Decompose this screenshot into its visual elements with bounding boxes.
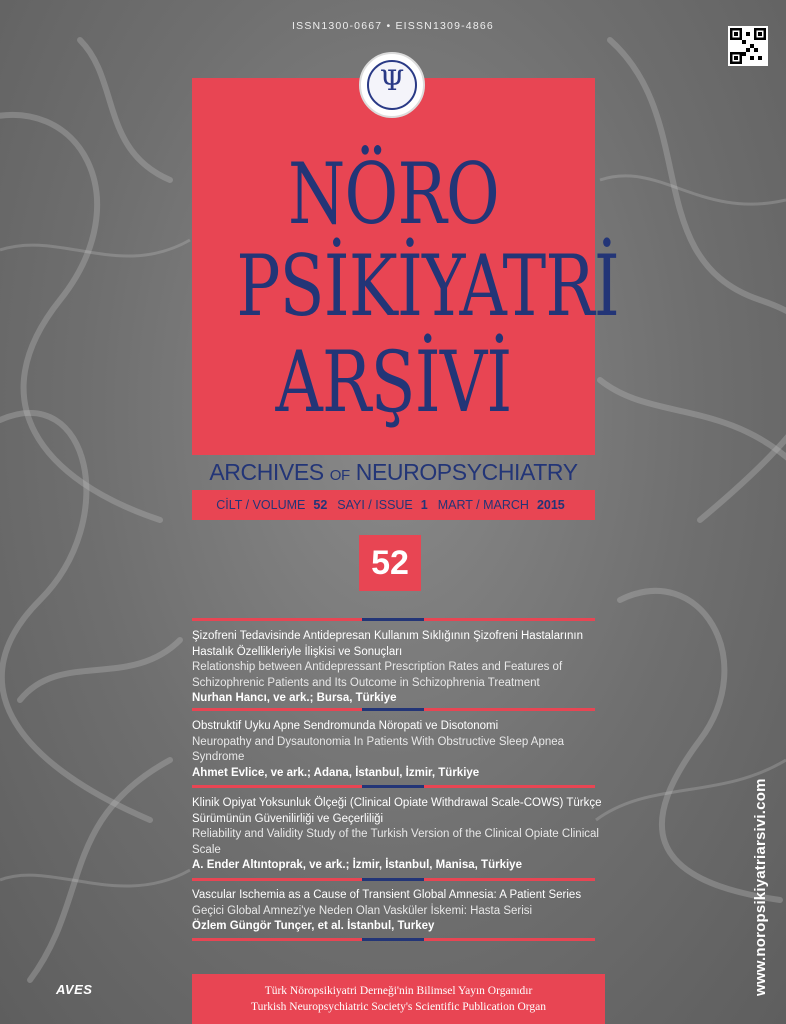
issue-value: 1 [420,498,428,512]
article-title-tr: Şizofreni Tedavisinde Antidepresan Kullanım Sıklığının Şizofreni Hastalarının Hastalık Özellikleriyle İlişkisi ve Sonuçları [192,630,584,658]
volume-label: CİLT / VOLUME [216,498,306,512]
footer-line-en: Turkish Neuropsychiatric Society's Scientific Publication Organ [251,1001,546,1013]
footer-line-tr: Türk Nöropsikiyatri Derneği'nin Bilimsel Yayın Organıdır [264,985,533,997]
article-3 [192,796,602,874]
title-line-1: NÖRO [288,145,499,243]
society-logo [359,52,425,118]
article-authors: Ahmet Evlice, ve ark.; Adana, İstanbul, İzmir, Türkiye [192,766,480,779]
footer-banner [192,974,605,1024]
issue-label: SAYI / ISSUE [337,498,413,512]
year-value: 2015 [536,498,565,512]
article-divider [192,938,595,941]
english-journal-title [192,459,595,486]
qr-code [728,26,768,66]
article-divider [192,618,595,621]
article-divider [192,708,595,711]
article-title-en: Reliability and Validity Study of the Turkish Version of the Clinical Opiate Clinical Scale [192,828,599,856]
title-line-2: PSİKİYATRİ [236,237,620,335]
subtitle-archives: ARCHIVES [209,459,324,485]
publisher-logo: AVES [56,982,93,997]
issn-line: ISSN1300-0667 • EISSN1309-4866 [292,20,494,32]
article-divider [192,785,595,788]
article-authors: A. Ender Altıntoprak, ve ark.; İzmir, İstanbul, Manisa, Türkiye [192,859,522,871]
article-title-tr: Vascular Ischemia as a Cause of Transient Global Amnesia: A Patient Series [192,889,582,901]
date-label: MART / MARCH [437,498,529,512]
issue-number-badge: 52 [359,535,421,591]
article-title-tr: Obstruktif Uyku Apne Sendromunda Nöropati ve Disotonomi [192,720,499,732]
article-title-en: Neuropathy and Dysautonomia In Patients With Obstructive Sleep Apnea Syndrome [192,735,565,763]
article-authors: Nurhan Hancı, ve ark.; Bursa, Türkiye [192,692,397,704]
article-authors: Özlem Güngör Tunçer, et al. İstanbul, Turkey [192,920,435,932]
article-divider [192,878,595,881]
article-2 [192,719,602,781]
article-title-tr: Klinik Opiyat Yoksunluk Ölçeği (Clinical Opiate Withdrawal Scale-COWS) Türkçe Sürümünün Güvenilirliği ve Geçerliliği [192,797,602,825]
article-title-en: Geçici Global Amnezi'ye Neden Olan Vasküler İskemi: Hasta Serisi [192,904,533,917]
volume-issue-bar [192,490,595,520]
article-1 [192,629,602,707]
article-4 [192,888,602,935]
journal-title-block [192,78,620,455]
article-title-en: Relationship between Antidepressant Prescription Rates and Features of Schizophrenic Patients and Its Outcome in Schizophrenia Treatment [192,661,563,689]
subtitle-of: OF [329,467,350,484]
subtitle-neuropsychiatry: NEUROPSYCHIATRY [355,459,578,485]
website-url[interactable]: www.noropsikiyatriarsivi.com [752,778,769,996]
psi-icon: Ψ [379,64,405,97]
qr-code-icon [730,28,766,64]
volume-value: 52 [313,498,328,512]
title-line-3: ARŞİVİ [275,333,512,431]
